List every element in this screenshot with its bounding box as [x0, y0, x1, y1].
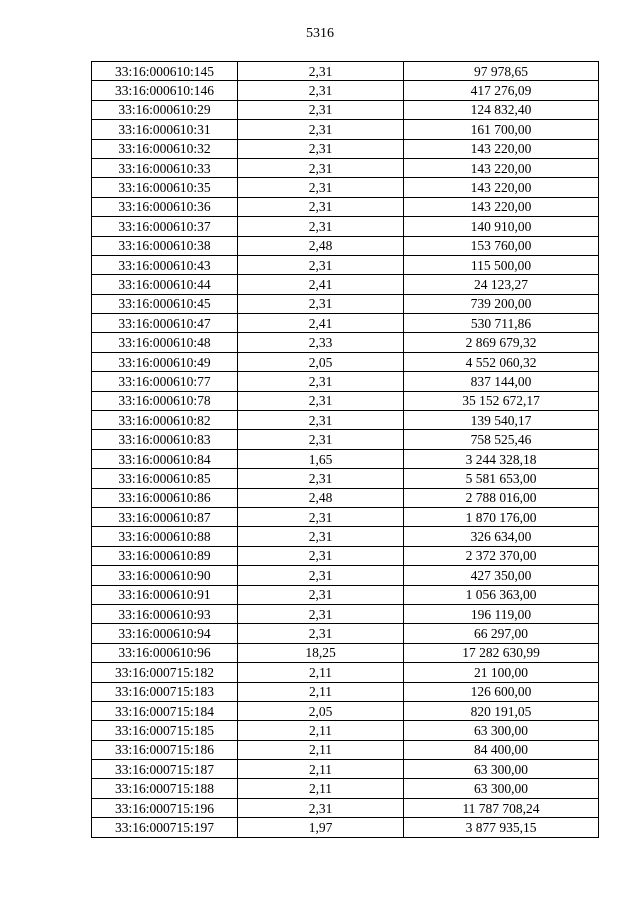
table-row	[92, 100, 599, 119]
cadastral-number-cell: 33:16:000610:47	[92, 314, 238, 333]
table-row	[92, 721, 599, 740]
table-row	[92, 740, 599, 759]
table-row	[92, 585, 599, 604]
table-row	[92, 294, 599, 313]
coefficient-cell: 2,31	[238, 624, 404, 643]
value-cell: 837 144,00	[404, 372, 599, 391]
table-row	[92, 779, 599, 798]
cadastral-number-cell: 33:16:000610:86	[92, 488, 238, 507]
cadastral-number-cell: 33:16:000610:87	[92, 507, 238, 526]
value-cell: 417 276,09	[404, 81, 599, 100]
coefficient-cell: 2,31	[238, 81, 404, 100]
table-row	[92, 449, 599, 468]
coefficient-cell: 2,11	[238, 682, 404, 701]
table-row	[92, 488, 599, 507]
value-cell: 143 220,00	[404, 158, 599, 177]
table-row	[92, 120, 599, 139]
cadastral-number-cell: 33:16:000610:85	[92, 469, 238, 488]
table-row	[92, 139, 599, 158]
value-cell: 63 300,00	[404, 779, 599, 798]
cadastral-number-cell: 33:16:000610:35	[92, 178, 238, 197]
table-row	[92, 604, 599, 623]
table-row	[92, 275, 599, 294]
coefficient-cell: 2,31	[238, 411, 404, 430]
coefficient-cell: 2,48	[238, 488, 404, 507]
value-cell: 1 056 363,00	[404, 585, 599, 604]
cadastral-number-cell: 33:16:000610:43	[92, 255, 238, 274]
table-row	[92, 197, 599, 216]
cadastral-number-cell: 33:16:000715:182	[92, 663, 238, 682]
coefficient-cell: 2,31	[238, 430, 404, 449]
table-row	[92, 255, 599, 274]
table-body	[92, 62, 599, 838]
value-cell: 124 832,40	[404, 100, 599, 119]
table-row	[92, 158, 599, 177]
table-row	[92, 178, 599, 197]
cadastral-value-table	[91, 61, 599, 838]
cadastral-number-cell: 33:16:000610:37	[92, 217, 238, 236]
table-row	[92, 682, 599, 701]
value-cell: 739 200,00	[404, 294, 599, 313]
coefficient-cell: 2,48	[238, 236, 404, 255]
table-row	[92, 818, 599, 837]
cadastral-number-cell: 33:16:000715:197	[92, 818, 238, 837]
coefficient-cell: 2,11	[238, 779, 404, 798]
coefficient-cell: 2,31	[238, 158, 404, 177]
table-row	[92, 62, 599, 81]
cadastral-number-cell: 33:16:000610:83	[92, 430, 238, 449]
cadastral-number-cell: 33:16:000610:45	[92, 294, 238, 313]
table-row	[92, 469, 599, 488]
cadastral-number-cell: 33:16:000715:184	[92, 701, 238, 720]
table-row	[92, 663, 599, 682]
cadastral-number-cell: 33:16:000610:38	[92, 236, 238, 255]
value-cell: 820 191,05	[404, 701, 599, 720]
coefficient-cell: 2,33	[238, 333, 404, 352]
value-cell: 66 297,00	[404, 624, 599, 643]
value-cell: 63 300,00	[404, 721, 599, 740]
cadastral-number-cell: 33:16:000610:88	[92, 527, 238, 546]
table-row	[92, 527, 599, 546]
coefficient-cell: 1,97	[238, 818, 404, 837]
coefficient-cell: 2,31	[238, 120, 404, 139]
value-cell: 530 711,86	[404, 314, 599, 333]
table-row	[92, 760, 599, 779]
coefficient-cell: 2,31	[238, 139, 404, 158]
value-cell: 758 525,46	[404, 430, 599, 449]
value-cell: 4 552 060,32	[404, 352, 599, 371]
cadastral-number-cell: 33:16:000715:186	[92, 740, 238, 759]
coefficient-cell: 2,31	[238, 604, 404, 623]
table-row	[92, 507, 599, 526]
coefficient-cell: 2,31	[238, 585, 404, 604]
value-cell: 35 152 672,17	[404, 391, 599, 410]
coefficient-cell: 2,31	[238, 507, 404, 526]
value-cell: 139 540,17	[404, 411, 599, 430]
coefficient-cell: 2,31	[238, 798, 404, 817]
table-row	[92, 546, 599, 565]
table-row	[92, 352, 599, 371]
cadastral-number-cell: 33:16:000715:188	[92, 779, 238, 798]
coefficient-cell: 2,31	[238, 62, 404, 81]
value-cell: 1 870 176,00	[404, 507, 599, 526]
coefficient-cell: 2,31	[238, 100, 404, 119]
table-row	[92, 372, 599, 391]
cadastral-number-cell: 33:16:000715:196	[92, 798, 238, 817]
cadastral-number-cell: 33:16:000610:90	[92, 566, 238, 585]
table-row	[92, 236, 599, 255]
cadastral-number-cell: 33:16:000715:185	[92, 721, 238, 740]
cadastral-number-cell: 33:16:000610:29	[92, 100, 238, 119]
value-cell: 126 600,00	[404, 682, 599, 701]
value-cell: 143 220,00	[404, 139, 599, 158]
coefficient-cell: 2,31	[238, 546, 404, 565]
coefficient-cell: 2,05	[238, 352, 404, 371]
value-cell: 2 869 679,32	[404, 333, 599, 352]
table-row	[92, 798, 599, 817]
cadastral-number-cell: 33:16:000610:91	[92, 585, 238, 604]
value-cell: 153 760,00	[404, 236, 599, 255]
value-cell: 21 100,00	[404, 663, 599, 682]
table-row	[92, 333, 599, 352]
cadastral-number-cell: 33:16:000610:145	[92, 62, 238, 81]
value-cell: 115 500,00	[404, 255, 599, 274]
cadastral-number-cell: 33:16:000610:49	[92, 352, 238, 371]
table-row	[92, 701, 599, 720]
cadastral-number-cell: 33:16:000610:32	[92, 139, 238, 158]
value-cell: 143 220,00	[404, 197, 599, 216]
coefficient-cell: 2,31	[238, 566, 404, 585]
value-cell: 427 350,00	[404, 566, 599, 585]
cadastral-number-cell: 33:16:000610:89	[92, 546, 238, 565]
page-number: 5316	[306, 26, 334, 41]
coefficient-cell: 2,11	[238, 760, 404, 779]
table-row	[92, 314, 599, 333]
coefficient-cell: 2,41	[238, 275, 404, 294]
cadastral-number-cell: 33:16:000610:48	[92, 333, 238, 352]
coefficient-cell: 2,31	[238, 294, 404, 313]
coefficient-cell: 2,31	[238, 197, 404, 216]
value-cell: 140 910,00	[404, 217, 599, 236]
cadastral-number-cell: 33:16:000610:146	[92, 81, 238, 100]
coefficient-cell: 2,11	[238, 721, 404, 740]
cadastral-number-cell: 33:16:000715:183	[92, 682, 238, 701]
cadastral-number-cell: 33:16:000610:36	[92, 197, 238, 216]
value-cell: 143 220,00	[404, 178, 599, 197]
table-row	[92, 643, 599, 662]
table-row	[92, 411, 599, 430]
table-row	[92, 81, 599, 100]
value-cell: 2 788 016,00	[404, 488, 599, 507]
value-cell: 3 877 935,15	[404, 818, 599, 837]
cadastral-number-cell: 33:16:000610:33	[92, 158, 238, 177]
coefficient-cell: 2,31	[238, 178, 404, 197]
coefficient-cell: 2,31	[238, 391, 404, 410]
value-cell: 326 634,00	[404, 527, 599, 546]
value-cell: 3 244 328,18	[404, 449, 599, 468]
cadastral-number-cell: 33:16:000610:44	[92, 275, 238, 294]
value-cell: 84 400,00	[404, 740, 599, 759]
cadastral-number-cell: 33:16:000610:78	[92, 391, 238, 410]
value-cell: 63 300,00	[404, 760, 599, 779]
coefficient-cell: 2,31	[238, 255, 404, 274]
cadastral-number-cell: 33:16:000610:93	[92, 604, 238, 623]
cadastral-number-cell: 33:16:000610:96	[92, 643, 238, 662]
coefficient-cell: 2,31	[238, 217, 404, 236]
cadastral-number-cell: 33:16:000610:31	[92, 120, 238, 139]
value-cell: 5 581 653,00	[404, 469, 599, 488]
coefficient-cell: 2,11	[238, 663, 404, 682]
value-cell: 161 700,00	[404, 120, 599, 139]
table-row	[92, 430, 599, 449]
table-row	[92, 566, 599, 585]
table-row	[92, 217, 599, 236]
value-cell: 11 787 708,24	[404, 798, 599, 817]
coefficient-cell: 2,31	[238, 527, 404, 546]
value-cell: 97 978,65	[404, 62, 599, 81]
coefficient-cell: 2,31	[238, 372, 404, 391]
cadastral-number-cell: 33:16:000610:82	[92, 411, 238, 430]
value-cell: 24 123,27	[404, 275, 599, 294]
cadastral-number-cell: 33:16:000610:94	[92, 624, 238, 643]
value-cell: 2 372 370,00	[404, 546, 599, 565]
coefficient-cell: 18,25	[238, 643, 404, 662]
coefficient-cell: 2,05	[238, 701, 404, 720]
value-cell: 17 282 630,99	[404, 643, 599, 662]
value-cell: 196 119,00	[404, 604, 599, 623]
cadastral-number-cell: 33:16:000610:77	[92, 372, 238, 391]
table-row	[92, 624, 599, 643]
coefficient-cell: 2,41	[238, 314, 404, 333]
cadastral-number-cell: 33:16:000610:84	[92, 449, 238, 468]
table-row	[92, 391, 599, 410]
cadastral-number-cell: 33:16:000715:187	[92, 760, 238, 779]
coefficient-cell: 1,65	[238, 449, 404, 468]
coefficient-cell: 2,11	[238, 740, 404, 759]
coefficient-cell: 2,31	[238, 469, 404, 488]
